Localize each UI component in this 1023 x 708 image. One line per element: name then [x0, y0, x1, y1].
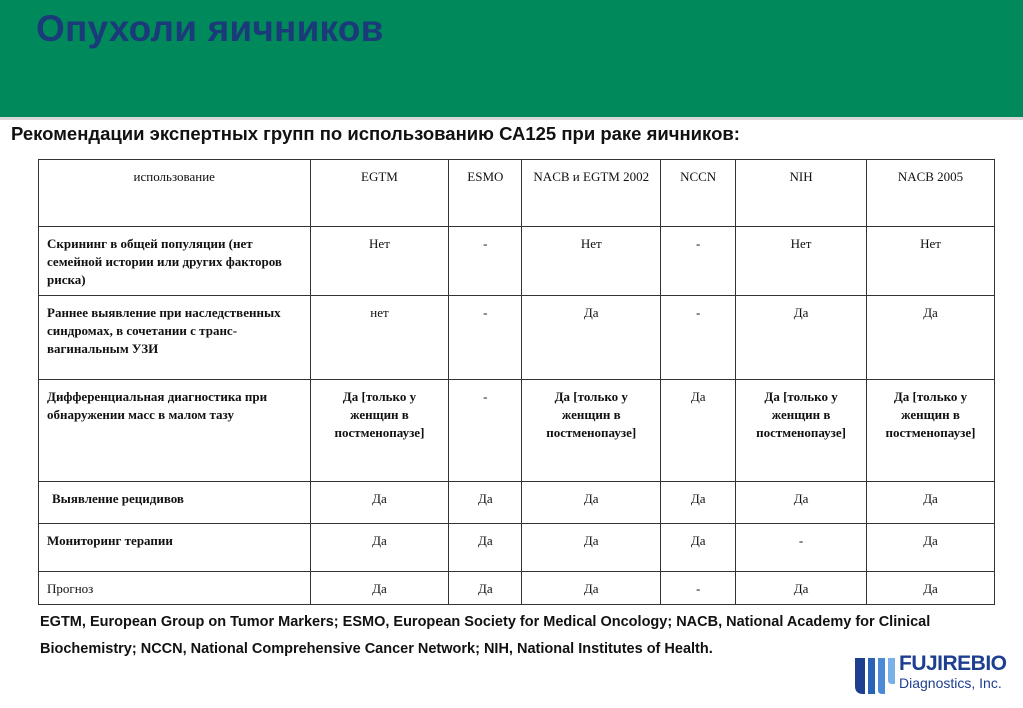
- table-row: [39, 380, 995, 482]
- fujirebio-mark-icon: [851, 650, 897, 698]
- header-cell-usage: использование: [39, 160, 311, 227]
- table-cell: -: [661, 572, 736, 605]
- table-row: [39, 482, 995, 524]
- row-label: Мониторинг терапии: [39, 524, 311, 572]
- table-cell: -: [661, 296, 736, 380]
- header-cell-esmo: ESMO: [449, 160, 522, 227]
- table-cell: -: [661, 227, 736, 296]
- row-label: Выявление рецидивов: [39, 482, 311, 524]
- table-row: [39, 227, 995, 296]
- table-cell: Да [только у женщин в постменопаузе]: [867, 380, 995, 482]
- table-cell: Нет: [522, 227, 661, 296]
- table-cell: Да [только у женщин в постменопаузе]: [310, 380, 449, 482]
- table-cell: Да: [736, 296, 867, 380]
- table-cell: Нет: [867, 227, 995, 296]
- logo-name: FUJIREBIO: [899, 652, 1007, 675]
- table-header-row: [39, 160, 995, 227]
- header-cell-nacb-egtm-2002: NACB и EGTM 2002: [522, 160, 661, 227]
- table-cell: Да: [661, 482, 736, 524]
- table-cell: -: [449, 227, 522, 296]
- table-cell: нет: [310, 296, 449, 380]
- table-cell: -: [736, 524, 867, 572]
- table-cell: Да: [522, 296, 661, 380]
- table-cell: Да: [310, 482, 449, 524]
- header-cell-egtm: EGTM: [310, 160, 449, 227]
- fujirebio-logo: [851, 650, 1011, 700]
- table-cell: Да: [736, 482, 867, 524]
- logo-tagline: Diagnostics, Inc.: [899, 675, 1002, 691]
- table-cell: Да: [310, 524, 449, 572]
- table-cell: Да: [522, 482, 661, 524]
- header-cell-nccn: NCCN: [661, 160, 736, 227]
- table-cell: Да: [867, 572, 995, 605]
- table-cell: Да: [867, 482, 995, 524]
- table-cell: Да [только у женщин в постменопаузе]: [736, 380, 867, 482]
- abbreviations-footnote: EGTM, European Group on Tumor Markers; ESMO, European Society for Medical Oncology; NACB, National Academy for Clinical Biochemistry; NCCN, National Comprehensive Cancer Network; NIH, National Institutes of Health.: [40, 614, 931, 657]
- table-cell: Нет: [736, 227, 867, 296]
- header-cell-nacb-2005: NACB 2005: [867, 160, 995, 227]
- table-cell: Да: [736, 572, 867, 605]
- table-cell: Да: [661, 524, 736, 572]
- table-row: [39, 524, 995, 572]
- table-cell: Да: [522, 524, 661, 572]
- table-cell: Да [только у женщин в постменопаузе]: [522, 380, 661, 482]
- table-cell: Да: [449, 572, 522, 605]
- row-label: Прогноз: [39, 572, 311, 605]
- row-label: Скрининг в общей популяции (нет семейной истории или других факторов риска): [39, 227, 311, 296]
- table-cell: Да: [867, 296, 995, 380]
- table-cell: -: [449, 380, 522, 482]
- table-row: [39, 572, 995, 605]
- table-cell: Да: [449, 524, 522, 572]
- table-cell: Да: [310, 572, 449, 605]
- table-cell: -: [449, 296, 522, 380]
- table-cell: Да: [661, 380, 736, 482]
- table-cell: Да: [449, 482, 522, 524]
- divider: [0, 117, 1023, 120]
- header-cell-nih: NIH: [736, 160, 867, 227]
- row-label: Раннее выявление при наследственных синдромах, в сочетании с транс-вагинальным УЗИ: [39, 296, 311, 380]
- table-cell: Нет: [310, 227, 449, 296]
- table-cell: Да: [522, 572, 661, 605]
- slide-title: Опухоли яичников: [36, 8, 384, 49]
- row-label: Дифференциальная диагностика при обнаружении масс в малом тазу: [39, 380, 311, 482]
- recommendations-table: [38, 159, 995, 605]
- table-row: [39, 296, 995, 380]
- table-cell: Да: [867, 524, 995, 572]
- slide-subtitle: Рекомендации экспертных групп по использованию СА125 при раке яичников:: [11, 123, 740, 144]
